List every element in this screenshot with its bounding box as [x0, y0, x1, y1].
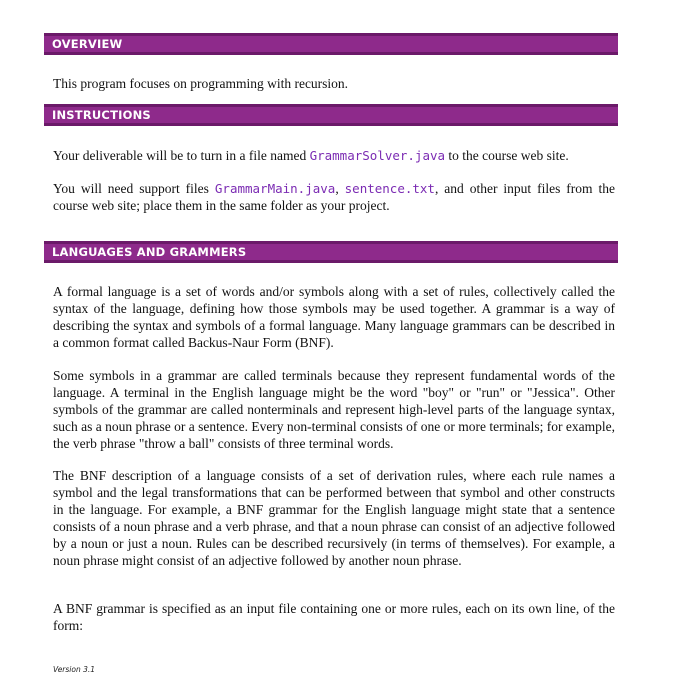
- languages-paragraph-4: A BNF grammar is specified as an input file containing one or more rules, each on its own line, of the form:: [53, 601, 615, 633]
- instructions-paragraph-2: [53, 180, 615, 214]
- instructions-p2-separator: ,: [335, 181, 345, 196]
- languages-paragraph-1: A formal language is a set of words and/or symbols along with a set of rules, collectively called the syntax of the language, defining how those symbols may be used together. A grammar is a way of describing the syntax and symbols of a formal language. Many language grammars can be described in a common format called Backus-Naur Form (BNF).: [53, 284, 615, 350]
- instructions-p1-text-after: to the course web site.: [445, 148, 569, 163]
- languages-paragraph-2: Some symbols in a grammar are called terminals because they represent fundamental words of the language. A terminal in the English language might be the word "boy" or "run" or "Jessica". Other symbols of the grammar are called nonterminals and represent high-level parts of the language syntax, such as a noun phrase or a sentence. Every non-terminal consists of one or more terminals; for example, the verb phrase "throw a ball" consists of three terminal words.: [53, 368, 615, 451]
- filename-grammarsolver: GrammarSolver.java: [309, 148, 446, 163]
- overview-text: This program focuses on programming with recursion.: [53, 76, 349, 91]
- instructions-header: INSTRUCTIONS: [44, 104, 618, 126]
- overview-header: OVERVIEW: [44, 33, 618, 55]
- languages-paragraph-3: The BNF description of a language consists of a set of derivation rules, where each rule names a symbol and the legal transformations that can be performed between that symbol and other constructs in the language. For example, a BNF grammar for the English language might state that a sentence consists of a noun phrase and a verb phrase, and that a noun phrase can consist of an adjective followed by a noun or just a noun. Rules can be described recursively (in terms of themselves). For example, a noun phrase might consist of an adjective followed by another noun phrase.: [53, 468, 615, 568]
- instructions-paragraph-1: [53, 147, 615, 164]
- filename-sentence: sentence.txt: [344, 181, 435, 196]
- version-footer: Version 3.1: [53, 665, 96, 674]
- filename-grammarmain: GrammarMain.java: [214, 181, 336, 196]
- instructions-p1-text-before: Your deliverable will be to turn in a file named: [53, 148, 310, 163]
- instructions-p2-text-after: , and other input files from the course web site; place them in the same folder as your project.: [53, 181, 615, 213]
- languages-header: LANGUAGES AND GRAMMERS: [44, 241, 618, 263]
- instructions-p2-text-before: You will need support files: [53, 181, 215, 196]
